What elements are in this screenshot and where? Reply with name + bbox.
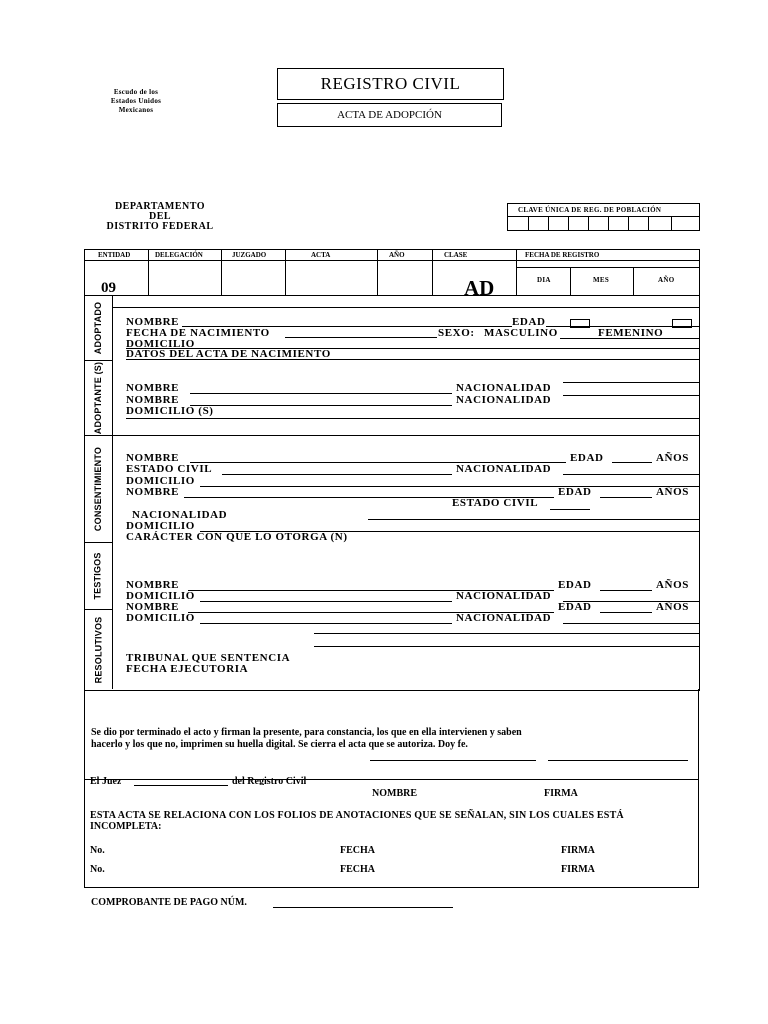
shield-caption-line: Estados Unidos	[110, 97, 162, 105]
testigo1-nacionalidad-label: NACIONALIDAD	[456, 590, 552, 602]
testigo1-nombre-label: NOMBRE	[126, 579, 180, 591]
header-ano-registro: AÑO	[658, 276, 675, 284]
consent1-nacionalidad-field[interactable]	[563, 474, 699, 475]
femenino-checkbox[interactable]	[672, 319, 692, 328]
section-adoptante	[84, 361, 112, 435]
department-line: DEPARTAMENTO	[114, 201, 206, 212]
juez-nombre-label: NOMBRE	[372, 788, 417, 799]
adoptante1-nombre-field[interactable]	[190, 393, 452, 394]
title-box	[277, 68, 504, 100]
consent2-nacionalidad-label: NACIONALIDAD	[132, 509, 228, 521]
curp-label: CLAVE ÚNICA DE REG. DE POBLACIÓN	[518, 206, 662, 214]
shield-caption-line: Escudo de los	[113, 88, 159, 96]
testigo2-anos-label: AÑOS	[656, 601, 689, 613]
consent1-estado-civil-field[interactable]	[222, 474, 452, 475]
department-label	[95, 202, 225, 232]
caracter-label: CARÁCTER CON QUE LO OTORGA (N)	[126, 531, 348, 543]
consent2-estado-civil-field[interactable]	[550, 509, 590, 510]
consent1-estado-civil-label: ESTADO CIVIL	[126, 463, 213, 475]
folio2-fecha-label: FECHA	[340, 864, 375, 875]
firma-signature-line[interactable]	[548, 760, 688, 761]
consent1-edad-field[interactable]	[612, 462, 652, 463]
testigo2-nombre-label: NOMBRE	[126, 601, 180, 613]
curp-box[interactable]	[507, 203, 700, 231]
fecha-nacimiento-field[interactable]	[285, 337, 437, 338]
header-dia: DIA	[537, 276, 551, 284]
femenino-label: FEMENINO	[598, 327, 664, 339]
consent1-edad-label: EDAD	[570, 452, 604, 464]
fecha-ejecutoria-label: FECHA EJECUTORIA	[126, 663, 249, 675]
el-juez-label: El Juez	[90, 776, 122, 785]
consent2-estado-civil-label: ESTADO CIVIL	[452, 497, 539, 509]
folio2-no-label: No.	[90, 864, 105, 875]
adoptante-domicilios-field[interactable]	[126, 418, 699, 419]
department-line: DEL	[148, 211, 172, 222]
consent2-nacionalidad-field[interactable]	[368, 519, 699, 520]
header-mes: MES	[593, 276, 610, 284]
adoptante2-nombre-label: NOMBRE	[126, 394, 180, 406]
testigo1-edad-field[interactable]	[600, 590, 652, 591]
subtitle-box	[277, 103, 502, 127]
section-consentimiento-label: CONSENTIMIENTO	[93, 446, 104, 532]
testigo2-edad-label: EDAD	[558, 601, 592, 613]
section-resolutivos-label: RESOLUTIVOS	[93, 616, 103, 683]
adoptado-domicilio-label: DOMICILIO	[126, 338, 195, 350]
datos-acta-field[interactable]	[126, 359, 699, 360]
folio1-no-label: No.	[90, 845, 105, 856]
adoptante2-nacionalidad-field[interactable]	[563, 395, 699, 396]
folio1-firma-label: FIRMA	[561, 845, 595, 856]
adoptante2-nombre-field[interactable]	[190, 405, 452, 406]
masculino-checkbox[interactable]	[570, 319, 590, 328]
section-resolutivos	[84, 610, 112, 689]
section-adoptado-label: ADOPTADO	[93, 301, 103, 355]
shield-caption	[100, 88, 172, 115]
closing-text-line2: hacerlo y los que no, imprimen su huella digital. Se cierra el acta que se autoriza. Doy fe.	[91, 739, 468, 750]
consent1-domicilio-field[interactable]	[200, 486, 699, 487]
relaciona-text-line2: INCOMPLETA:	[90, 821, 162, 832]
testigo2-domicilio-label: DOMICILIO	[126, 612, 195, 624]
section-testigos-label: TESTIGOS	[93, 552, 104, 600]
consent1-nacionalidad-label: NACIONALIDAD	[456, 463, 552, 475]
comprobante-field[interactable]	[273, 907, 453, 908]
consent1-nombre-label: NOMBRE	[126, 452, 180, 464]
testigo1-domicilio-field[interactable]	[200, 601, 452, 602]
page-subtitle: ACTA DE ADOPCIÓN	[337, 109, 442, 121]
testigo2-domicilio-field[interactable]	[200, 623, 452, 624]
testigo2-nacionalidad-label: NACIONALIDAD	[456, 612, 552, 624]
adoptante1-nacionalidad-field[interactable]	[563, 382, 699, 383]
folio2-firma-label: FIRMA	[561, 864, 595, 875]
header-acta: ACTA	[311, 251, 331, 259]
consent1-anos-label: AÑOS	[656, 452, 689, 464]
adoptante2-nacionalidad-label: NACIONALIDAD	[456, 394, 552, 406]
header-ano: AÑO	[389, 251, 405, 259]
section-consentimiento	[84, 436, 112, 542]
department-line: DISTRITO FEDERAL	[106, 221, 214, 232]
clase-value: AD	[464, 280, 495, 295]
juez-name-field[interactable]	[134, 785, 228, 786]
entidad-value: 09	[101, 281, 116, 295]
consent1-domicilio-label: DOMICILIO	[126, 475, 195, 487]
relaciona-text-line1: ESTA ACTA SE RELACIONA CON LOS FOLIOS DE ANOTACIONES QUE SE SEÑALAN, SIN LOS CUALES ESTÁ	[90, 810, 624, 821]
datos-acta-label: DATOS DEL ACTA DE NACIMIENTO	[126, 348, 331, 360]
adoptado-nombre-label: NOMBRE	[126, 316, 180, 328]
header-clase: CLASE	[444, 251, 468, 259]
testigo1-anos-label: AÑOS	[656, 579, 689, 591]
del-registro-label: del Registro Civil	[232, 776, 307, 785]
consent2-nombre-label: NOMBRE	[126, 486, 180, 498]
consent2-anos-label: AÑOS	[656, 486, 689, 498]
consent2-domicilio-label: DOMICILIO	[126, 520, 195, 532]
consent2-edad-field[interactable]	[600, 497, 652, 498]
fecha-nacimiento-label: FECHA DE NACIMIENTO	[126, 327, 270, 339]
masculino-label: MASCULINO	[484, 327, 558, 339]
closing-text-line1: Se dio por terminado el acto y firman la presente, para constancia, los que en ella intervienen y saben	[91, 727, 522, 738]
nombre-signature-line[interactable]	[370, 760, 536, 761]
section-adoptante-label: ADOPTANTE (S)	[93, 361, 103, 435]
juez-firma-label: FIRMA	[544, 788, 578, 799]
folio1-fecha-label: FECHA	[340, 845, 375, 856]
tribunal-label: TRIBUNAL QUE SENTENCIA	[126, 652, 291, 664]
adoptante1-nombre-label: NOMBRE	[126, 382, 180, 394]
testigo1-domicilio-label: DOMICILIO	[126, 590, 195, 602]
adoptado-edad-label: EDAD	[512, 316, 546, 328]
adoptante-domicilios-label: DOMICILIO (S)	[126, 405, 214, 417]
header-juzgado: JUZGADO	[232, 251, 267, 259]
testigo2-nacionalidad-field[interactable]	[563, 623, 699, 624]
sexo-label: SEXO:	[438, 327, 475, 339]
section-testigos	[84, 543, 112, 609]
testigo2-edad-field[interactable]	[600, 612, 652, 613]
section-adoptado	[84, 296, 112, 360]
header-delegacion: DELEGACIÓN	[155, 251, 203, 259]
page-title: REGISTRO CIVIL	[320, 74, 461, 93]
header-fecha-registro: FECHA DE REGISTRO	[525, 251, 600, 259]
shield-caption-line: Mexicanos	[118, 106, 154, 114]
comprobante-label: COMPROBANTE DE PAGO NÚM.	[91, 897, 247, 908]
testigo1-edad-label: EDAD	[558, 579, 592, 591]
consent2-edad-label: EDAD	[558, 486, 592, 498]
header-entidad: ENTIDAD	[98, 251, 131, 259]
adoptante1-nacionalidad-label: NACIONALIDAD	[456, 382, 552, 394]
